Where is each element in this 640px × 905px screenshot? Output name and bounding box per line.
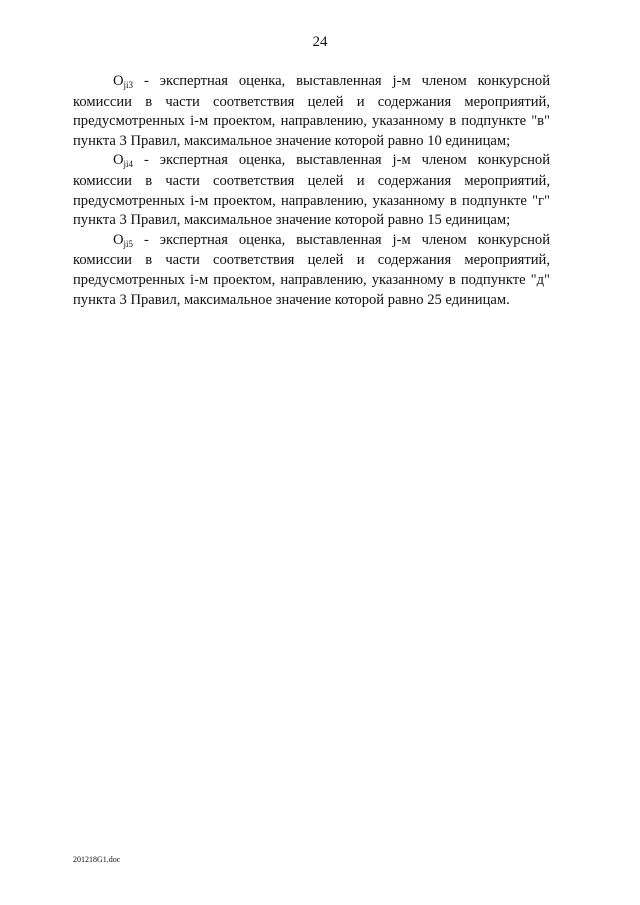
symbol-subscript: ji5 [123, 238, 134, 249]
paragraph-text: - экспертная оценка, выставленная j-м членом конкурсной комиссии в части соответствия целей и содержания мероприятий, предусмотренных i-м проектом, направлению, указанному в подпункте "д" пункта 3 Правил, максимальное значение которой равно 25 единицам. [73, 231, 550, 308]
paragraph-text: - экспертная оценка, выставленная j-м членом конкурсной комиссии в части соответствия целей и содержания мероприятий, предусмотренных i-м проектом, направлению, указанному в подпункте "в" пункта 3 Правил, максимальное значение которой равно 10 единицам; [73, 73, 550, 149]
footer-file-name: 201218G1.doc [73, 855, 121, 864]
paragraph-text: - экспертная оценка, выставленная j-м членом конкурсной комиссии в части соответствия целей и содержания мероприятий, предусмотренных i-м проектом, направлению, указанному в подпункте "г" пункта 3 Правил, максимальное значение которой равно 15 единицам; [73, 152, 550, 229]
symbol-subscript: ji3 [123, 80, 134, 90]
symbol: O [113, 73, 124, 89]
paragraph-rating-ji4 [73, 151, 550, 230]
paragraph-rating-ji5 [73, 231, 550, 310]
symbol: O [113, 152, 124, 169]
document-body [73, 72, 550, 310]
paragraph-rating-ji3 [73, 72, 550, 151]
symbol: O [113, 231, 124, 248]
page-number: 24 [312, 34, 328, 50]
symbol-subscript: ji4 [123, 159, 134, 170]
